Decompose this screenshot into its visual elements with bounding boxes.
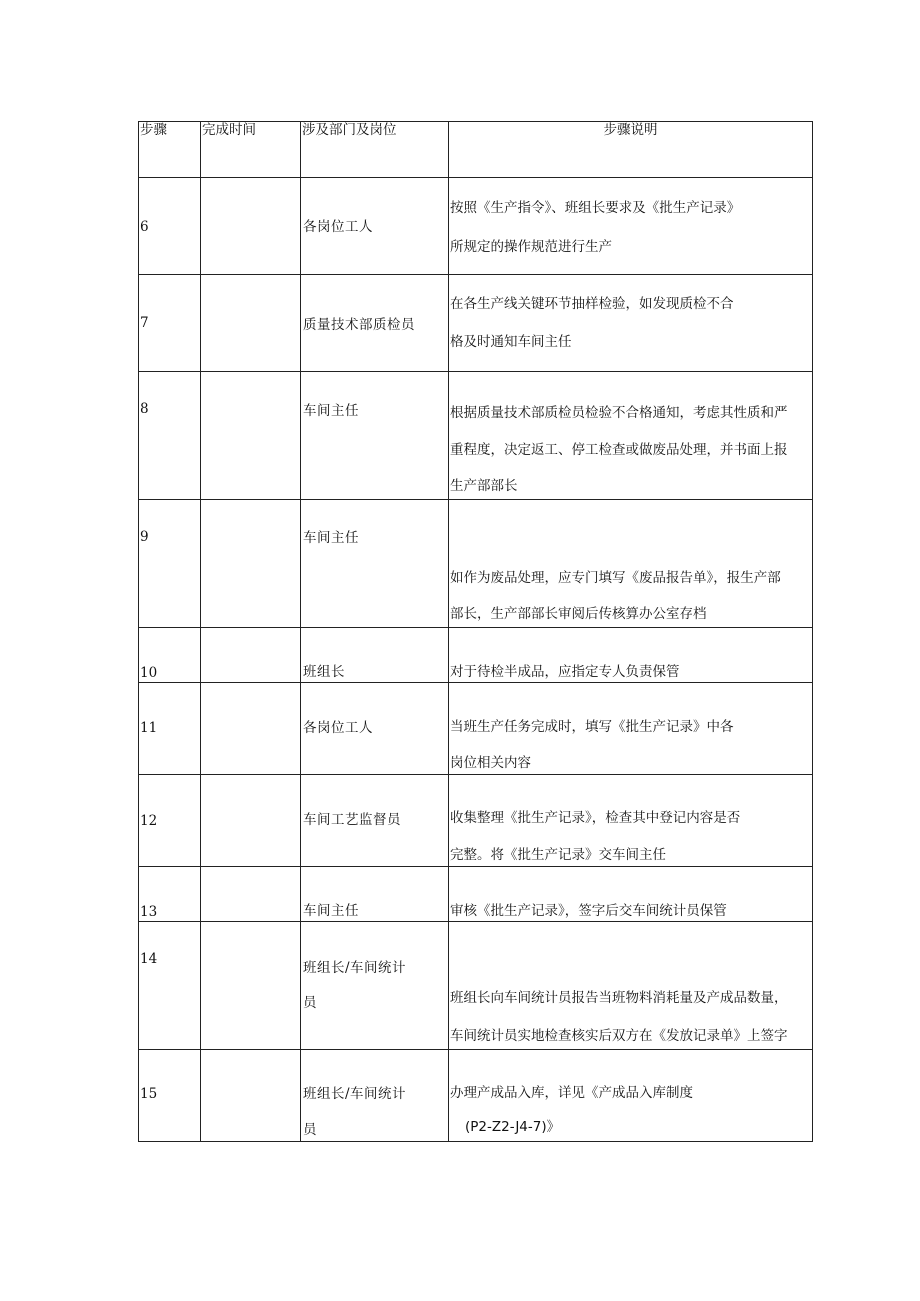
description-cell: 当班生产任务完成时，填写《批生产记录》中各 岗位相关内容 <box>449 683 813 775</box>
department-cell: 车间主任 <box>301 372 449 500</box>
description-cell: 根据质量技术部质检员检验不合格通知，考虑其性质和严 重程度，决定返工、停工检查或做废品处理，并书面上报 生产部部长 <box>449 372 813 500</box>
step-number-cell: 7 <box>139 275 201 372</box>
department-cell: 各岗位工人 <box>301 683 449 775</box>
table-row <box>139 500 813 628</box>
step-number-cell: 11 <box>139 683 201 775</box>
header-department-position: 涉及部门及岗位 <box>301 122 449 178</box>
completion-time-cell <box>201 775 301 867</box>
table-row <box>139 178 813 275</box>
description-cell: 如作为废品处理，应专门填写《废品报告单》，报生产部 部长，生产部部长审阅后传核算办公室存档 <box>449 500 813 628</box>
table-row <box>139 1050 813 1142</box>
step-number-cell: 15 <box>139 1050 201 1142</box>
description-cell: 对于待检半成品，应指定专人负责保管 <box>449 628 813 683</box>
completion-time-cell <box>201 500 301 628</box>
step-number-cell: 6 <box>139 178 201 275</box>
step-number-cell: 9 <box>139 500 201 628</box>
department-cell: 班组长 <box>301 628 449 683</box>
header-step-description: 步骤说明 <box>449 122 813 178</box>
completion-time-cell <box>201 628 301 683</box>
completion-time-cell <box>201 372 301 500</box>
department-cell: 车间工艺监督员 <box>301 775 449 867</box>
completion-time-cell <box>201 922 301 1050</box>
description-cell: 办理产成品入库，详见《产成品入库制度 (P2-Z2-J4-7)》 <box>449 1050 813 1142</box>
department-cell: 车间主任 <box>301 867 449 922</box>
header-completion-time: 完成时间 <box>201 122 301 178</box>
header-step: 步骤 <box>139 122 201 178</box>
description-cell: 审核《批生产记录》，签字后交车间统计员保管 <box>449 867 813 922</box>
completion-time-cell <box>201 683 301 775</box>
table-row <box>139 275 813 372</box>
completion-time-cell <box>201 1050 301 1142</box>
table-row <box>139 372 813 500</box>
step-number-cell: 13 <box>139 867 201 922</box>
description-cell: 在各生产线关键环节抽样检验，如发现质检不合 格及时通知车间主任 <box>449 275 813 372</box>
procedure-steps-table <box>138 121 813 1142</box>
step-number-cell: 10 <box>139 628 201 683</box>
department-cell: 班组长/车间统计 员 <box>301 922 449 1050</box>
table-row <box>139 867 813 922</box>
table-row <box>139 775 813 867</box>
completion-time-cell <box>201 867 301 922</box>
table-row <box>139 922 813 1050</box>
description-cell: 按照《生产指令》、班组长要求及《批生产记录》 所规定的操作规范进行生产 <box>449 178 813 275</box>
completion-time-cell <box>201 178 301 275</box>
table-row <box>139 628 813 683</box>
description-cell: 收集整理《批生产记录》，检查其中登记内容是否 完整。将《批生产记录》交车间主任 <box>449 775 813 867</box>
department-cell: 各岗位工人 <box>301 178 449 275</box>
department-cell: 车间主任 <box>301 500 449 628</box>
step-number-cell: 14 <box>139 922 201 1050</box>
step-number-cell: 8 <box>139 372 201 500</box>
step-number-cell: 12 <box>139 775 201 867</box>
department-cell: 质量技术部质检员 <box>301 275 449 372</box>
table-header-row <box>139 122 813 178</box>
description-cell: 班组长向车间统计员报告当班物料消耗量及产成品数量， 车间统计员实地检查核实后双方在《发放记录单》上签字 <box>449 922 813 1050</box>
completion-time-cell <box>201 275 301 372</box>
department-cell: 班组长/车间统计 员 <box>301 1050 449 1142</box>
table-row <box>139 683 813 775</box>
